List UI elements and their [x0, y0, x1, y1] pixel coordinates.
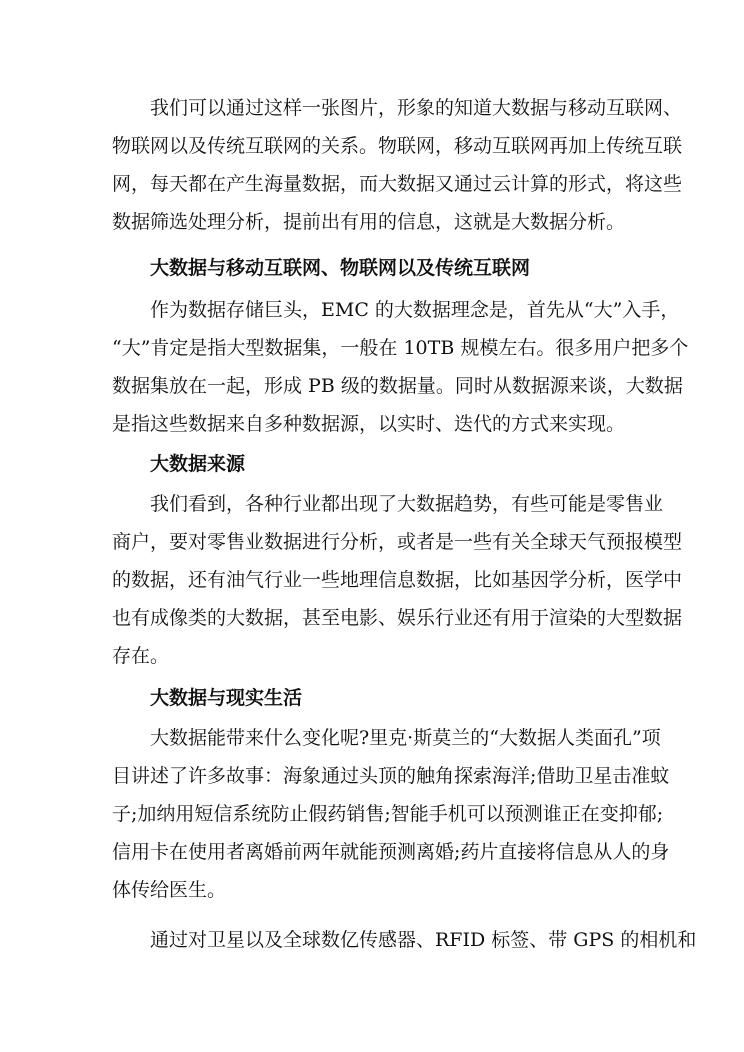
paragraph-2-line-4: 是指这些数据来自多种数据源，以实时、迭代的方式来实现。 [112, 413, 626, 435]
paragraph-3-line-4: 也有成像类的大数据，甚至电影、娱乐行业还有用于渲染的大型数据 [112, 607, 683, 629]
paragraph-2-line-2: “大”肯定是指大型数据集，一般在 10TB 规模左右。很多用户把多个 [112, 337, 689, 359]
paragraph-3-line-5: 存在。 [112, 645, 170, 667]
paragraph-4-line-3: 子;加纳用短信系统防止假药销售;智能手机可以预测谁正在变抑郁; [112, 803, 664, 825]
paragraph-3-line-3: 的数据，还有油气行业一些地理信息数据，比如基因学分析，医学中 [112, 569, 683, 591]
paragraph-1-line-4: 数据筛选处理分析，提前出有用的信息，这就是大数据分析。 [112, 211, 626, 233]
paragraph-1-line-3: 网，每天都在产生海量数据，而大数据又通过云计算的形式，将这些 [112, 173, 683, 195]
paragraph-2-line-3: 数据集放在一起，形成 PB 级的数据量。同时从数据源来谈，大数据 [112, 375, 683, 397]
section-heading-3: 大数据与现实生活 [150, 687, 303, 709]
section-heading-2: 大数据来源 [150, 453, 246, 475]
paragraph-3-line-1: 我们看到，各种行业都出现了大数据趋势，有些可能是零售业 [150, 493, 664, 515]
paragraph-1-line-2: 物联网以及传统互联网的关系。物联网，移动互联网再加上传统互联 [112, 135, 683, 157]
paragraph-5-line-1: 通过对卫星以及全球数亿传感器、RFID 标签、带 GPS 的相机和 [150, 929, 697, 951]
paragraph-4-line-2: 目讲述了许多故事：海象通过头顶的触角探索海洋;借助卫星击准蚊 [112, 765, 670, 787]
paragraph-2-line-1: 作为数据存储巨头，EMC 的大数据理念是，首先从“大”入手， [150, 299, 680, 321]
paragraph-1-line-1: 我们可以通过这样一张图片，形象的知道大数据与移动互联网、 [150, 97, 683, 119]
paragraph-3-line-2: 商户，要对零售业数据进行分析，或者是一些有关全球天气预报模型 [112, 531, 683, 553]
section-heading-1: 大数据与移动互联网、物联网以及传统互联网 [150, 257, 531, 279]
paragraph-4-line-1: 大数据能带来什么变化呢?里克·斯莫兰的“大数据人类面孔”项 [150, 727, 661, 749]
paragraph-4-line-4: 信用卡在使用者离婚前两年就能预测离婚;药片直接将信息从人的身 [112, 841, 670, 863]
paragraph-4-line-5: 体传给医生。 [112, 879, 227, 901]
